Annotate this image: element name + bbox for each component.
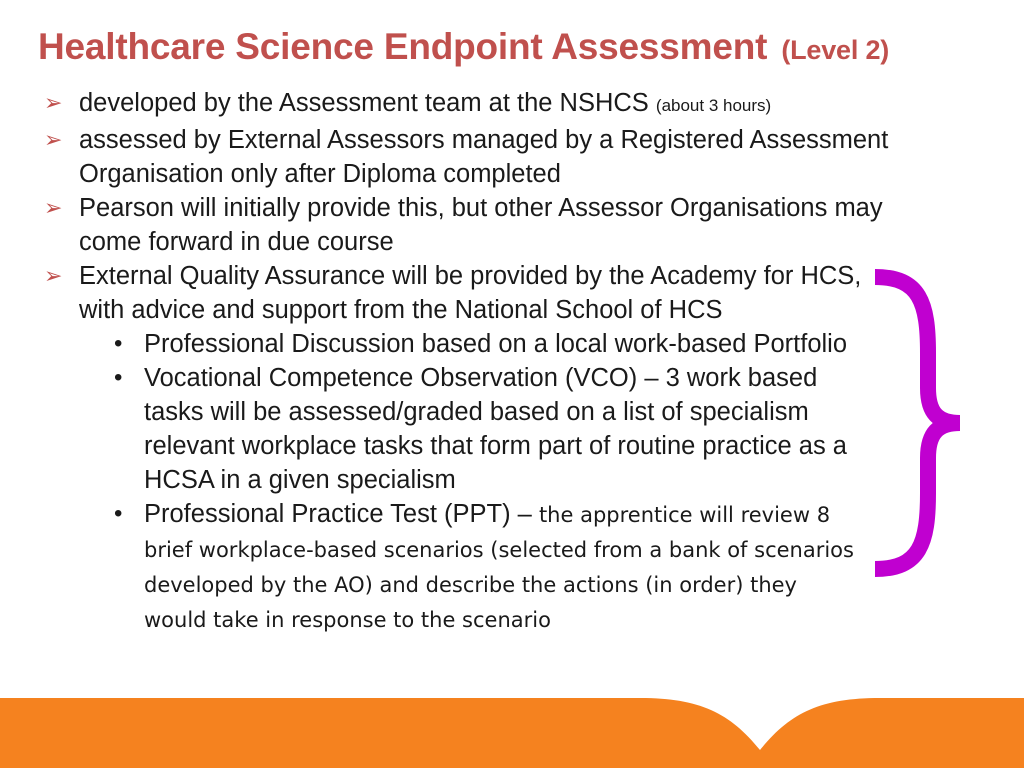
arrow-bullet-icon: ➢ — [44, 195, 63, 220]
bullet-item — [44, 123, 904, 191]
sub-bullet-text: Professional Discussion based on a local work-based Portfolio — [144, 330, 848, 358]
dot-bullet-icon: • — [114, 364, 123, 391]
sub-bullet-item — [44, 497, 864, 637]
sub-bullet-text: Vocational Competence Observation (VCO) – 3 work based tasks will be assessed/graded based on a list of specialism relevant workplace tasks that form part of routine practice as a HCSA in a given specialism — [144, 364, 847, 494]
bullet-item — [44, 191, 904, 259]
bullet-text: developed by the Assessment team at the NSHCS — [79, 89, 649, 117]
arrow-bullet-icon: ➢ — [44, 263, 63, 288]
title-level: (Level 2) — [781, 35, 890, 65]
bullet-text: External Quality Assurance will be provided by the Academy for HCS, with advice and support from the National School of HCS — [79, 262, 862, 324]
bullet-list — [44, 86, 904, 637]
right-brace-icon — [850, 263, 1000, 583]
arrow-bullet-icon: ➢ — [44, 90, 63, 115]
bullet-item — [44, 86, 904, 123]
footer-banner — [0, 688, 1024, 768]
bullet-item — [44, 259, 904, 327]
sub-bullet-item — [44, 327, 864, 361]
bullet-aside: (about 3 hours) — [655, 96, 772, 115]
title-main: Healthcare Science Endpoint Assessment — [38, 26, 768, 67]
bullet-text: Pearson will initially provide this, but other Assessor Organisations may come forward in due course — [79, 194, 883, 256]
bullet-text: assessed by External Assessors managed by a Registered Assessment Organisation only after Diploma completed — [79, 126, 889, 188]
sub-bullet-text: the apprentice will review 8 brief workplace-based scenarios (selected from a bank of scenarios developed by the AO) and describe the actions (in order) they would take in response to the scenario — [144, 503, 854, 632]
sub-bullet-item — [44, 361, 864, 497]
sub-bullet-lead: Professional Practice Test (PPT) – — [144, 500, 539, 528]
dot-bullet-icon: • — [114, 330, 123, 357]
arrow-bullet-icon: ➢ — [44, 127, 63, 152]
dot-bullet-icon: • — [114, 500, 123, 527]
slide-title — [38, 26, 889, 68]
